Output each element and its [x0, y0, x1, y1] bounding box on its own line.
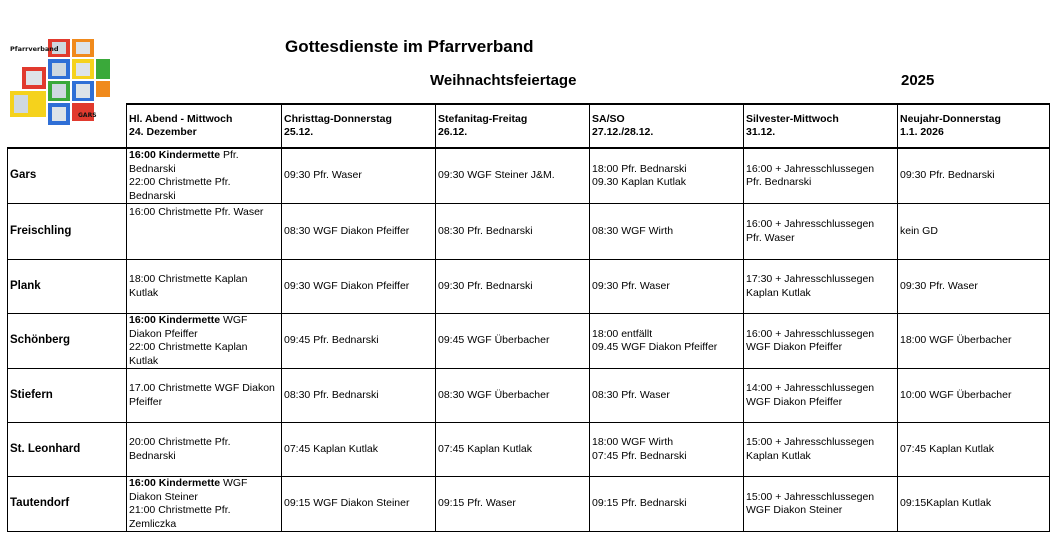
service-cell: 09:30 Pfr. Waser	[282, 148, 436, 204]
service-cell	[127, 148, 282, 204]
service-cell	[127, 260, 282, 314]
service-cell: 09:30 Pfr. Bednarski	[436, 260, 590, 314]
service-cell: 07:45 Kaplan Kutlak	[898, 423, 1050, 477]
service-cell: 08:30 WGF Überbacher	[436, 369, 590, 423]
service-cell: 08:30 Pfr. Waser	[590, 369, 744, 423]
column-header-day: Stefanitag-Freitag	[438, 112, 528, 125]
schedule-table	[7, 103, 1050, 532]
logo-text-top: Pfarrverband	[10, 45, 59, 53]
column-header-date: 31.12.	[746, 126, 776, 138]
parish-name: Tautendorf	[8, 477, 127, 532]
parish-name: Gars	[8, 148, 127, 204]
table-row	[8, 423, 1050, 477]
table-row	[8, 260, 1050, 314]
service-cell: 09:45 Pfr. Bednarski	[282, 314, 436, 369]
parish-name: St. Leonhard	[8, 423, 127, 477]
column-header-date: 24. Dezember	[129, 126, 197, 138]
table-row	[8, 204, 1050, 260]
service-cell: 15:00 + Jahresschlussegen WGF Diakon Steiner	[744, 477, 898, 532]
service-cell: 09:30 Pfr. Waser	[898, 260, 1050, 314]
service-cell: 07:45 Kaplan Kutlak	[436, 423, 590, 477]
column-header	[590, 104, 744, 148]
column-header-day: Neujahr-Donnerstag	[900, 112, 1001, 125]
column-header-day: Silvester-Mittwoch	[746, 112, 839, 125]
service-cell: 09:15 Pfr. Waser	[436, 477, 590, 532]
service-cell: 09:15 WGF Diakon Steiner	[282, 477, 436, 532]
parish-name: Schönberg	[8, 314, 127, 369]
page-subtitle: Weihnachtsfeiertage	[430, 72, 577, 89]
year-label: 2025	[901, 72, 935, 89]
parish-name: Freischling	[8, 204, 127, 260]
service-cell: 18:00 Pfr. Bednarski 09.30 Kaplan Kutlak	[590, 148, 744, 204]
column-header-date: 1.1. 2026	[900, 126, 944, 138]
service-cell	[127, 477, 282, 532]
service-cell	[127, 314, 282, 369]
service-cell: 18:00 WGF Wirth 07:45 Pfr. Bednarski	[590, 423, 744, 477]
service-cell: 09:15 Pfr. Bednarski	[590, 477, 744, 532]
service-cell: 16:00 + Jahresschlussegen WGF Diakon Pfeiffer	[744, 314, 898, 369]
service-text: 16:00 Christmette Pfr. Waser	[129, 206, 264, 218]
service-highlight: 16:00 Kindermette	[129, 149, 221, 161]
column-header-day: Christtag-Donnerstag	[284, 112, 392, 125]
page-title: Gottesdienste im Pfarrverband	[285, 37, 534, 56]
service-text: WGF Diakon Pfeiffer 22:00 Christmette Kaplan Kutlak	[129, 314, 248, 367]
service-cell	[127, 204, 282, 260]
service-cell: 07:45 Kaplan Kutlak	[282, 423, 436, 477]
service-cell: 18:00 entfällt 09.45 WGF Diakon Pfeiffer	[590, 314, 744, 369]
service-cell: 09:45 WGF Überbacher	[436, 314, 590, 369]
service-cell: 08:30 WGF Diakon Pfeiffer	[282, 204, 436, 260]
column-header	[744, 104, 898, 148]
table-row	[8, 148, 1050, 204]
service-cell	[127, 423, 282, 477]
table-row	[8, 314, 1050, 369]
service-cell: 08:30 WGF Wirth	[590, 204, 744, 260]
service-cell: kein GD	[898, 204, 1050, 260]
service-cell: 09:30 WGF Steiner J&M.	[436, 148, 590, 204]
service-cell	[127, 369, 282, 423]
service-text: 18:00 Christmette Kaplan Kutlak	[129, 273, 248, 299]
service-cell: 16:00 + Jahresschlussegen Pfr. Bednarski	[744, 148, 898, 204]
service-highlight: 16:00 Kindermette	[129, 314, 221, 326]
service-cell: 09:30 Pfr. Bednarski	[898, 148, 1050, 204]
header-row	[8, 104, 1050, 148]
logo-text-bottom: GARS	[78, 112, 97, 119]
service-text: 17.00 Christmette WGF Diakon Pfeiffer	[129, 382, 275, 408]
service-cell: 18:00 WGF Überbacher	[898, 314, 1050, 369]
column-header-date: 27.12./28.12.	[592, 126, 654, 138]
column-header-day: SA/SO	[592, 112, 625, 125]
parish-name: Stiefern	[8, 369, 127, 423]
column-header	[898, 104, 1050, 148]
service-cell: 10:00 WGF Überbacher	[898, 369, 1050, 423]
service-text: 20:00 Christmette Pfr. Bednarski	[129, 436, 231, 462]
table-row	[8, 477, 1050, 532]
column-header-date: 26.12.	[438, 126, 468, 138]
parish-name: Plank	[8, 260, 127, 314]
table-row	[8, 369, 1050, 423]
column-header-date: 25.12.	[284, 126, 314, 138]
corner-cell	[8, 104, 127, 148]
column-header	[282, 104, 436, 148]
service-cell: 17:30 + Jahresschlussegen Kaplan Kutlak	[744, 260, 898, 314]
service-cell: 08:30 Pfr. Bednarski	[282, 369, 436, 423]
service-cell: 09:30 Pfr. Waser	[590, 260, 744, 314]
service-cell: 09:30 WGF Diakon Pfeiffer	[282, 260, 436, 314]
service-highlight: 16:00 Kindermette	[129, 477, 221, 489]
service-cell: 08:30 Pfr. Bednarski	[436, 204, 590, 260]
service-cell: 15:00 + Jahresschlussegen Kaplan Kutlak	[744, 423, 898, 477]
column-header	[127, 104, 282, 148]
column-header-day: Hl. Abend - Mittwoch	[129, 112, 233, 125]
service-text: WGF Diakon Steiner 21:00 Christmette Pfr. Zemliczka	[129, 477, 248, 530]
service-text: Pfr. Bednarski 22:00 Christmette Pfr. Bednarski	[129, 149, 239, 202]
service-cell: 09:15Kaplan Kutlak	[898, 477, 1050, 532]
column-header	[436, 104, 590, 148]
service-cell: 14:00 + Jahresschlussegen WGF Diakon Pfeiffer	[744, 369, 898, 423]
service-cell: 16:00 + Jahresschlussegen Pfr. Waser	[744, 204, 898, 260]
